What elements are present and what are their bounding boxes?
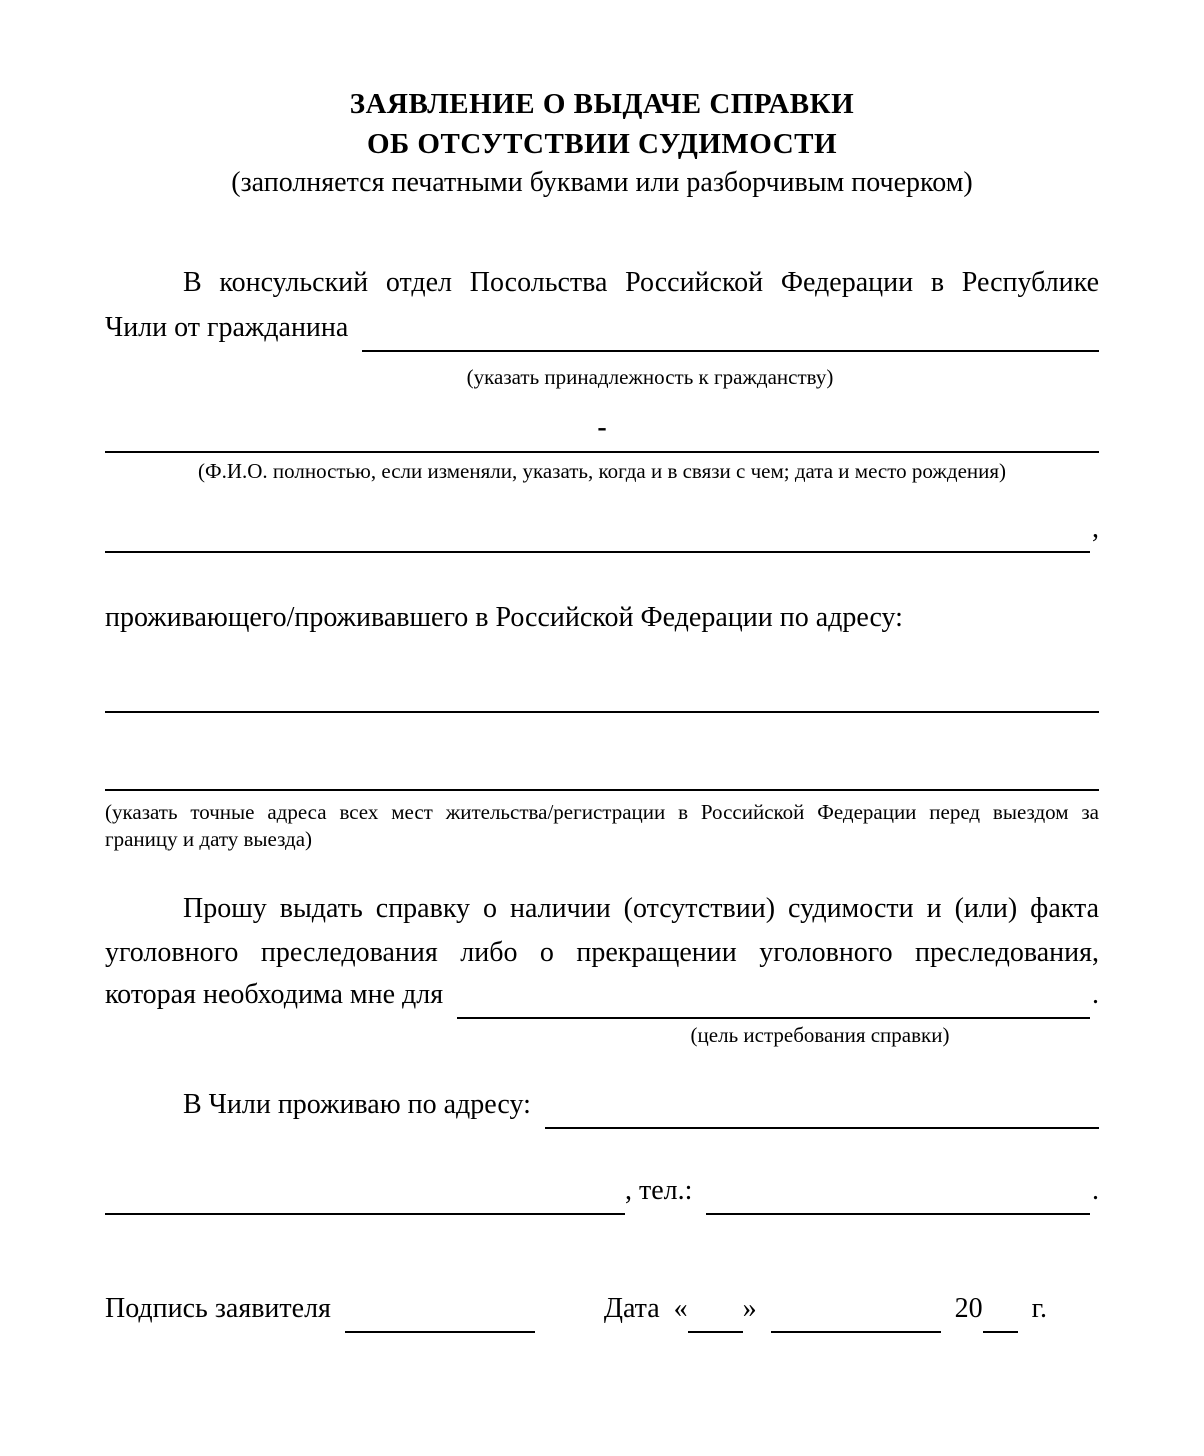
chile-address-label: В Чили проживаю по адресу: — [183, 1089, 531, 1120]
chile-address-continuation-field[interactable] — [105, 1171, 625, 1215]
chile-address-field[interactable] — [545, 1085, 1099, 1129]
signature-field[interactable] — [345, 1289, 535, 1333]
quote-open: « — [673, 1293, 688, 1324]
ru-address-row-2 — [105, 751, 1099, 791]
period-suffix: . — [1092, 979, 1099, 1010]
name-continuation-field[interactable] — [105, 509, 1090, 553]
ru-address-caption-line1: (указать точные адреса всех мест жительства/регистрации в Российской Федерации перед выездом за — [105, 800, 1099, 824]
citizenship-row — [105, 308, 1099, 352]
purpose-label: которая необходима мне для — [105, 979, 444, 1010]
date-month-field[interactable] — [771, 1289, 941, 1333]
request-line2: уголовного преследования либо о прекращении уголовного преследования, — [105, 937, 1099, 968]
addressee-line: В консульский отдел Посольства Российской Федерации в Республике — [183, 267, 1099, 298]
name-separator-dash: - — [587, 413, 616, 453]
ru-address-caption-line2: границу и дату выезда) — [105, 827, 313, 851]
full-name-field-right[interactable] — [617, 413, 1099, 453]
signature-label: Подпись заявителя — [105, 1293, 331, 1324]
citizenship-caption: (указать принадлежность к гражданству) — [466, 365, 834, 389]
date-day-field[interactable] — [688, 1289, 743, 1333]
name-continuation-row — [105, 509, 1099, 553]
fill-instructions-note: (заполняется печатными буквами или разборчивым почерком) — [231, 167, 973, 198]
signature-date-row — [105, 1289, 1099, 1333]
ru-address-field-1[interactable] — [105, 673, 1099, 713]
citizenship-field[interactable] — [362, 308, 1099, 352]
citizenship-label: Чили от гражданина — [105, 312, 349, 343]
residence-label: проживающего/проживавшего в Российской Федерации по адресу: — [105, 602, 903, 633]
full-name-field-left[interactable] — [105, 413, 587, 453]
phone-row — [105, 1171, 1099, 1215]
date-group — [604, 1289, 1047, 1333]
year-prefix: 20 — [954, 1293, 983, 1324]
purpose-caption: (цель истребования справки) — [690, 1023, 950, 1047]
request-line1: Прошу выдать справку о наличии (отсутствии) судимости и (или) факта — [183, 893, 1099, 924]
purpose-field[interactable] — [457, 975, 1090, 1019]
quote-close: » — [742, 1293, 757, 1324]
ru-address-row-1 — [105, 673, 1099, 713]
phone-field[interactable] — [706, 1171, 1090, 1215]
document-title-line1: ЗАЯВЛЕНИЕ О ВЫДАЧЕ СПРАВКИ — [349, 88, 855, 120]
signature-group — [105, 1289, 535, 1333]
phone-period-suffix: . — [1092, 1175, 1099, 1206]
comma-suffix: , — [1092, 513, 1099, 544]
full-name-caption: (Ф.И.О. полностью, если изменяли, указать, когда и в связи с чем; дата и место рождения) — [197, 459, 1007, 483]
phone-label: , тел.: — [625, 1175, 693, 1206]
purpose-row — [105, 975, 1099, 1019]
chile-address-row — [105, 1085, 1099, 1129]
date-year-field[interactable] — [983, 1289, 1018, 1333]
full-name-row — [105, 413, 1099, 453]
ru-address-field-2[interactable] — [105, 751, 1099, 791]
date-label: Дата — [603, 1293, 660, 1324]
document-title-line2: ОБ ОТСУТСТВИИ СУДИМОСТИ — [366, 128, 838, 160]
year-suffix: г. — [1031, 1293, 1047, 1324]
